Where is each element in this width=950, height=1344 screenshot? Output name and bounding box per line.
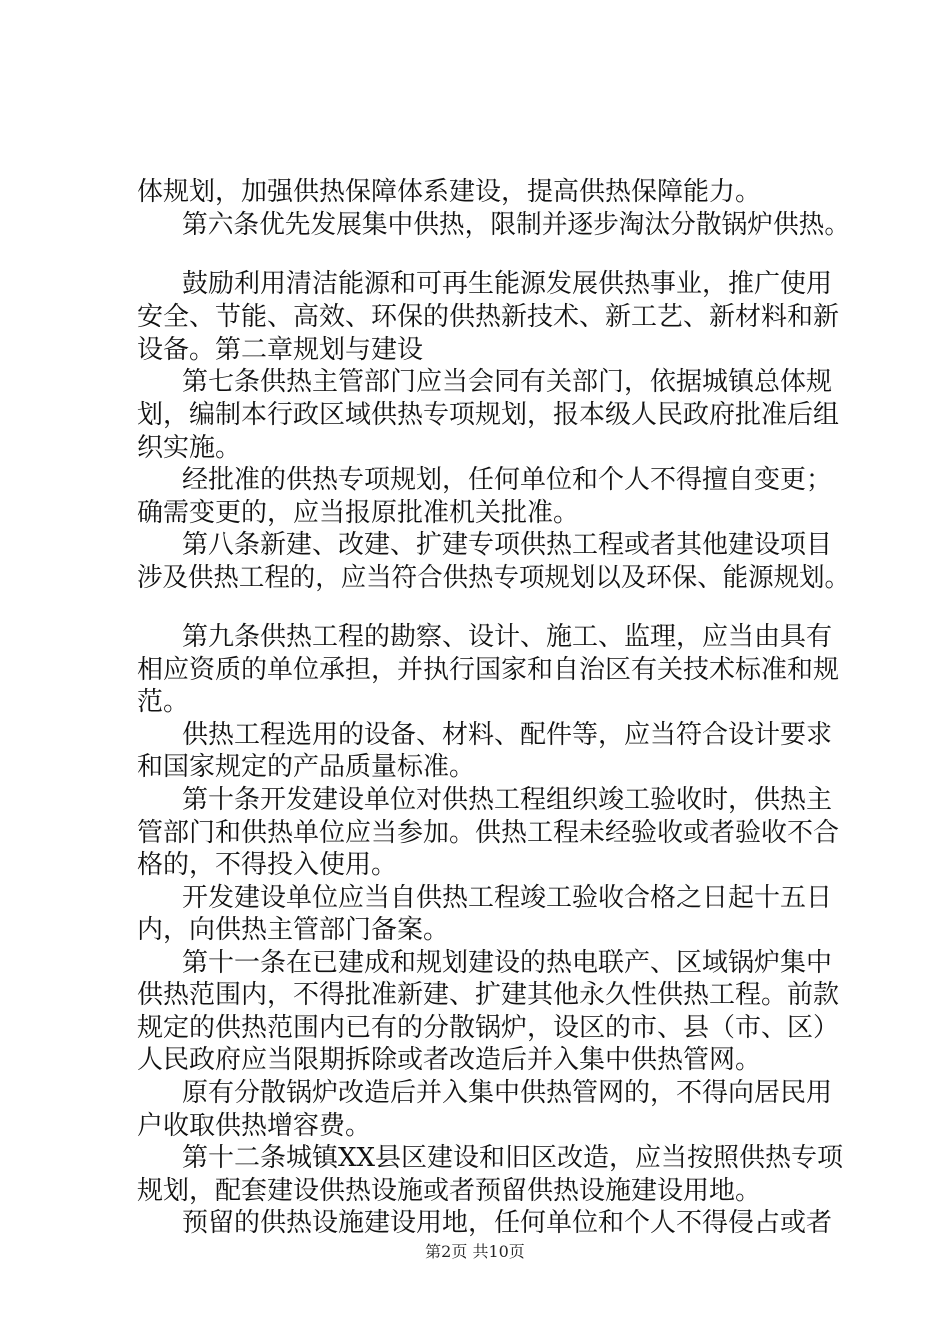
text-line: 确需变更的，应当报原批准机关批准。 <box>137 498 580 528</box>
text-line: 户收取供热增容费。 <box>137 1111 372 1141</box>
text-line: 内，向供热主管部门备案。 <box>137 915 450 945</box>
text-line: 格的，不得投入使用。 <box>137 850 398 880</box>
text-line: 设备。第二章规划与建设 <box>137 335 424 365</box>
text-line: 体规划，加强供热保障体系建设，提高供热保障能力。 <box>137 177 762 207</box>
text-line: 和国家规定的产品质量标准。 <box>137 752 476 782</box>
text-line: 第七条供热主管部门应当会同有关部门，依据城镇总体规 <box>182 367 833 397</box>
text-line: 织实施。 <box>137 433 242 463</box>
text-line: 相应资质的单位承担，并执行国家和自治区有关技术标准和规 <box>137 655 840 685</box>
text-line: 安全、节能、高效、环保的供热新技术、新工艺、新材料和新 <box>137 302 840 332</box>
text-line: 开发建设单位应当自供热工程竣工验收合格之日起十五日 <box>182 883 833 913</box>
text-line: 规划，配套建设供热设施或者预留供热设施建设用地。 <box>137 1176 762 1206</box>
text-line: 第十条开发建设单位对供热工程组织竣工验收时，供热主 <box>182 785 833 815</box>
text-line: 原有分散锅炉改造后并入集中供热管网的，不得向居民用 <box>182 1078 833 1108</box>
text-line: 第八条新建、改建、扩建专项供热工程或者其他建设项目 <box>182 530 833 560</box>
text-line: 划，编制本行政区域供热专项规划，报本级人民政府批准后组 <box>137 400 840 430</box>
text-line: 供热范围内，不得批准新建、扩建其他永久性供热工程。前款 <box>137 980 840 1010</box>
text-line: 鼓励利用清洁能源和可再生能源发展供热事业，推广使用 <box>182 269 833 299</box>
text-line: 第六条优先发展集中供热，限制并逐步淘汰分散锅炉供热。 <box>182 210 851 240</box>
text-line: 涉及供热工程的，应当符合供热专项规划以及环保、能源规划。 <box>137 563 851 593</box>
text-line: 规定的供热范围内已有的分散锅炉，设区的市、县（市、区） <box>137 1013 840 1043</box>
text-line: 预留的供热设施建设用地，任何单位和个人不得侵占或者 <box>182 1208 833 1238</box>
text-line: 供热工程选用的设备、材料、配件等，应当符合设计要求 <box>182 720 833 750</box>
text-line: 第十一条在已建成和规划建设的热电联产、区域锅炉集中 <box>182 948 833 978</box>
text-line: 范。 <box>137 687 190 717</box>
page-footer: 第2页 共10页 <box>425 1242 525 1261</box>
text-line: 人民政府应当限期拆除或者改造后并入集中供热管网。 <box>137 1045 762 1075</box>
text-line: 第九条供热工程的勘察、设计、施工、监理，应当由具有 <box>182 622 833 652</box>
text-line: 经批准的供热专项规划，任何单位和个人不得擅自变更； <box>182 465 833 495</box>
text-line: 管部门和供热单位应当参加。供热工程未经验收或者验收不合 <box>137 818 840 848</box>
text-line: 第十二条城镇XX县区建设和旧区改造，应当按照供热专项 <box>182 1143 844 1173</box>
